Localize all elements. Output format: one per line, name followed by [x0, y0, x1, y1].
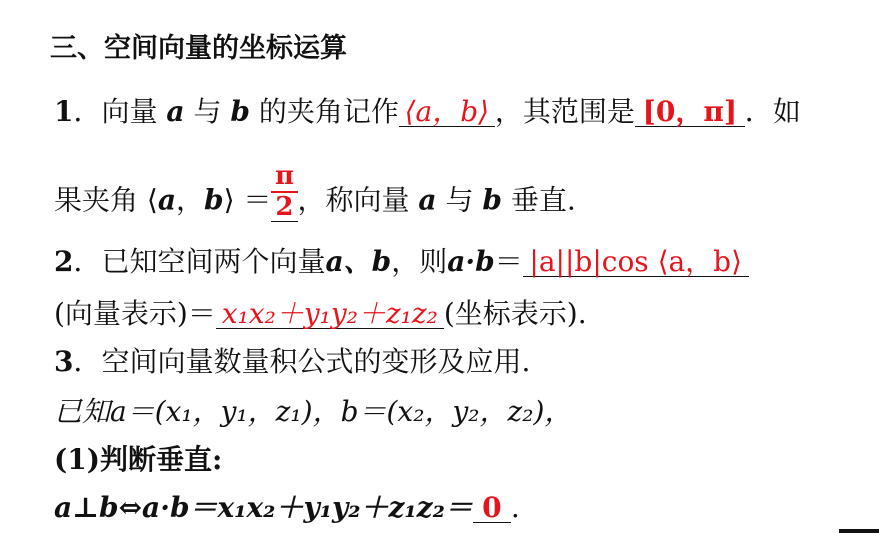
var-b: b	[230, 95, 250, 128]
text: 的夹角记作	[249, 95, 399, 128]
paragraph-3-line-4	[54, 486, 520, 526]
text: 与	[436, 183, 483, 217]
vars-a-b: a、b	[325, 245, 392, 278]
text: (1)判断垂直:	[54, 443, 223, 476]
answer-vector-form-blank: |a||b|cos ⟨a，b⟩	[523, 247, 749, 277]
text: 垂直.	[501, 183, 576, 217]
paragraph-1-line-2	[54, 161, 576, 232]
item-number-1: 1	[54, 95, 74, 128]
var-a: a	[166, 95, 185, 128]
var-a: a	[418, 183, 437, 217]
text: ⟩ ＝	[223, 183, 272, 217]
text: 果夹角 ⟨	[54, 183, 158, 217]
dot-product: a·b	[447, 245, 495, 278]
text: ．如	[744, 95, 801, 128]
paragraph-1-line-1	[54, 90, 801, 130]
answer-range-blank: [0，π]	[635, 97, 745, 127]
var-b: b	[204, 183, 224, 217]
text: (坐标表示).	[443, 297, 587, 330]
var-a: a	[157, 183, 176, 217]
answer-angle-blank: ⟨a，b⟩	[399, 97, 495, 127]
paragraph-3-line-2	[54, 390, 572, 430]
answer-zero-blank: 0	[473, 493, 511, 523]
corner-bar	[839, 529, 879, 533]
text: (向量表示)＝	[54, 297, 216, 330]
text: ．已知空间两个向量	[73, 245, 326, 278]
text: ．空间向量数量积公式的变形及应用.	[73, 345, 531, 378]
section-heading: 三、空间向量的坐标运算	[50, 33, 347, 64]
answer-fraction	[271, 162, 297, 222]
paragraph-2-line-2	[54, 292, 587, 332]
fraction-numerator: π	[274, 161, 294, 191]
text: ，其范围是	[494, 95, 635, 128]
text: 与	[184, 95, 231, 128]
text: ，	[175, 183, 204, 217]
paragraph-3-line-1	[54, 340, 530, 380]
item-number-2: 2	[54, 245, 74, 278]
text: ．向量	[73, 95, 167, 128]
item-number-3: 3	[54, 345, 74, 378]
text: .	[510, 491, 520, 524]
fraction-denominator: 2	[271, 191, 297, 223]
text: ，则	[391, 245, 448, 278]
text: 已知a＝(x₁，y₁，z₁)，b＝(x₂，y₂，z₂)，	[54, 395, 573, 428]
text: ＝	[494, 245, 523, 278]
var-b: b	[482, 183, 502, 217]
text: a⊥b⇔a·b＝x₁x₂＋y₁y₂＋z₁z₂＝	[54, 491, 473, 524]
text: ，称向量	[297, 183, 419, 217]
paragraph-2-line-1	[54, 240, 749, 280]
paragraph-3-line-3	[54, 438, 222, 478]
answer-coordinate-form-blank: x₁x₂＋y₁y₂＋z₁z₂	[216, 299, 444, 329]
